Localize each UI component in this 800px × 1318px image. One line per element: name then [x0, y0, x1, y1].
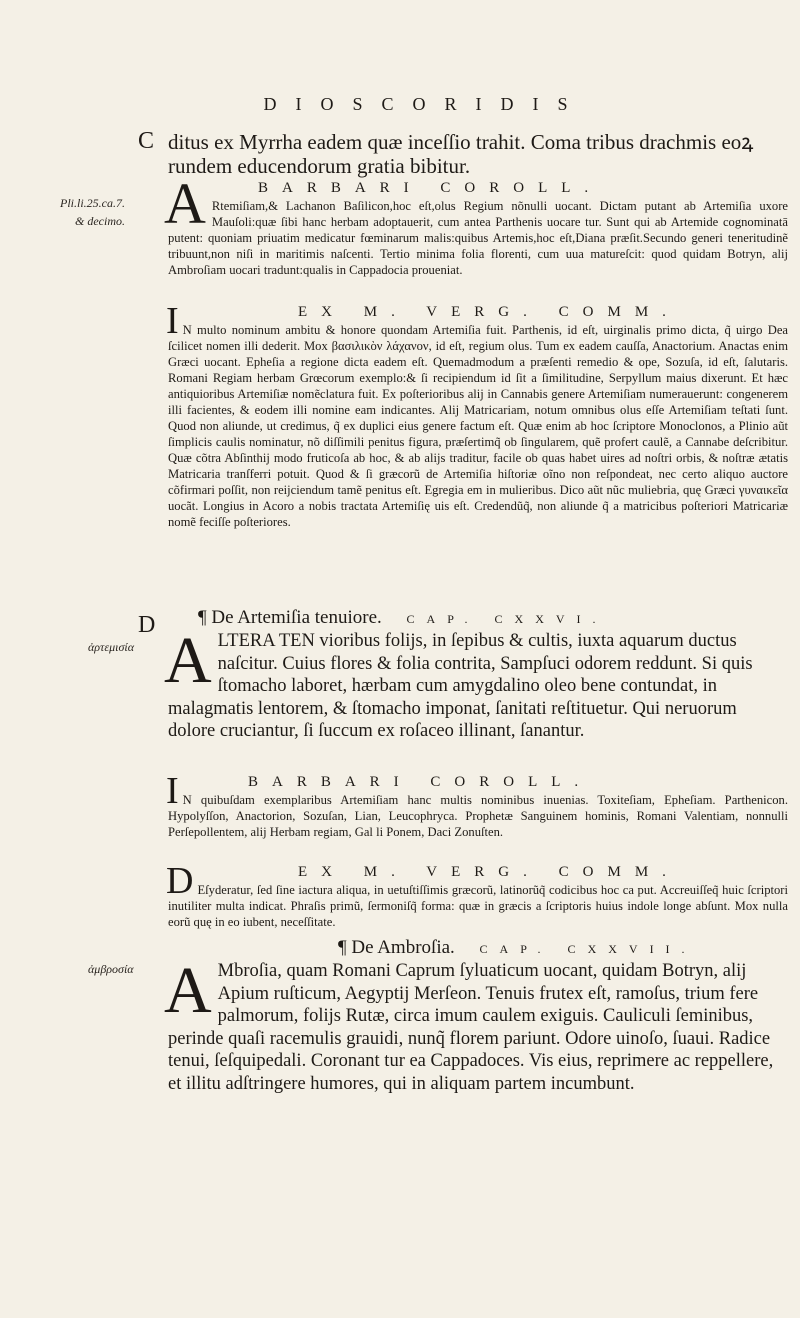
chapter-body [164, 624, 788, 743]
drop-cap-i: I [166, 770, 179, 812]
opening-line-2: rundem educendorum gratia bibitur. [168, 154, 471, 178]
chapter-126 [164, 607, 788, 743]
running-header: DIOSCORIDIS [263, 94, 587, 114]
margin-letter-c: C [138, 128, 155, 154]
drop-cap-a: A [164, 954, 212, 1027]
opening-line-1: ditus ex Myrrha eadem quæ inceſſio trahit. Coma tribus drachmis eoꝝ [168, 130, 754, 154]
margin-ref-decimo: & decimo. [75, 214, 125, 228]
section-heading: BARBARI COROLL. [258, 180, 603, 196]
section-heading: EX M. VERG. COMM. [298, 864, 680, 880]
paragraph-mark-icon: ¶ [198, 607, 207, 628]
drop-cap-a: A [164, 171, 206, 236]
ex-verg-comm-section-2 [168, 862, 788, 930]
chapter-text: Mbroſia, quam Romani Caprum ſyluaticum uocant, quidam Botryn, alij Apium ruſticum, Aegyptij Merſeon. Tenuis frutex eſt, ramoſus, trium fere palmorum, folijs Rutæ, circa imum caulem exiguis. Cauliculi ſeminibus, perinde quaſi racemulis grauidi, nunq̃ florem pariunt. Odore uinoſo, ſuaui. Radice tenui, ſeſquipedali. Coronant tur ea Cappadoces. Vis eius, reprimere ac reppellere, et illitu adſtringere humores, qui in aliquam partem incumbunt. [168, 961, 774, 1094]
chapter-number: CAP. CXXVII. [479, 942, 697, 956]
section-text: N multo nominum ambitu & honore quondam Artemiſia fuit. Parthenis, id eſt, uirginalis primo dicta, q̃ uirgo Dea ſcilicet nomen illi dederit. Mox βασιλικὸν λάχανον, id eſt, regium olus. Tum ex eadem cauſſa, Anactorium. Anactas enim Græci uocant. Epheſia a regione dicta eadem eſt. Quemadmodum a præſenti remedio & ope, Sozuſa, id eſt, ſalutaris. Romani Regiam herbam Grœcorum exemplo:& ſi recipiendum id ſit a ſimilitudine, Serpyllum maius dixerunt. Et hæc antiquioribus Artemiſiæ nomẽclatura fuit. Ex poſterioribus alij in Cannabis genere Artemiſiam numerauerunt: congenerem illi facientes, & eodem illi nomine eam indicantes. Alij Matricariam, notum omnibus olus eſſe Artemiſiam teſtati ſunt. Quod non aliunde, ut credimus, q̃ ex duplici eius genere factum eſt. Quæ enim ab hoc ſcriptore Monoclonos, a Plinio aũt ſimplicis caulis nominatur, nõ diſſimili penitus figura, præſertimq̃ ob ſingularem, quẽ profert caulẽ, a Cannabe deſcribitur. Quæ cõtra Abſinthij modo fruticoſa ab hoc, & ab alijs traditur, facile ob quas habet uires ad noſtri orbis, & noſtræ ætatis Matricaria tranſferri potuit. Quod & ſi græcorũ de Artemiſia hiſtoriæ oĩno non reſpondeat, nec certo aliquo auctore cõfirmari poſſit, non reijciendum tamẽ penitus eſt. Egregia em in mulieribus. Dico aũt nũc muliebria, quę Græci γυναικεῖα uocãt. Longius in Acoro a nobis tractata Artemiſię uis eſt. Credendũq̃, non aliunde q̃ a matricibus poſteriori Matricariæ nomẽ feciſſe poſteriores. [168, 323, 788, 529]
drop-cap-a: A [164, 624, 212, 697]
chapter-body [164, 954, 788, 1095]
chapter-title: De Artemiſia tenuiore. [211, 607, 382, 628]
drop-cap-i: I [166, 300, 179, 342]
paragraph-mark-icon: ¶ [338, 937, 347, 958]
margin-greek-artemisia: ἀρτεμισία [88, 640, 134, 654]
barbari-coroll-section-1 [164, 171, 788, 278]
section-text: Eſyderatur, ſed ſine iactura aliqua, in uetuſtiſſimis græcorũ, latinorũq̃ codicibus hoc ca put. Accreuiſſeq̃ huic ſcriptori inutiliter multa indicat. Phraſis primũ, ſermoniſq̃ forma: quæ in græcis a ſcriptoris huius indole longe abſunt. Mox nulla eorũ quę in eo iubent, neceſſitate. [168, 883, 788, 929]
chapter-title: De Ambroſia. [351, 937, 455, 958]
drop-cap-d: D [166, 860, 194, 902]
chapter-text: LTERA TEN vioribus folijs, in ſepibus & cultis, iuxta aquarum ductus naſcitur. Cuius flores & folia contrita, Sampſuci odorem reddunt. Si quis ſtomacho laboret, hærbam cum amygdalino oleo bene contundat, in malagmatis lentorem, & ſtomacho imponat, ſanitati reſtituetur. Qui neruorum dolore cruciantur, ſi ſuccum ex roſaceo illinant, ſanantur. [168, 631, 753, 741]
section-heading: BARBARI COROLL. [248, 774, 593, 790]
section-heading: EX M. VERG. COMM. [298, 304, 680, 320]
opening-paragraph [168, 130, 788, 178]
margin-ref-pliny: Pli.li.25.ca.7. [60, 196, 125, 210]
chapter-title-line [198, 607, 788, 630]
chapter-title-line [338, 937, 788, 960]
chapter-127 [164, 937, 788, 1095]
chapter-number: CAP. CXXVI. [406, 612, 608, 626]
ex-verg-comm-section-1 [168, 302, 788, 530]
section-text: Rtemiſiam,& Lachanon Baſilicon,hoc eſt,olus Regium nõnulli uocant. Dictam putant ab Artemiſia uxore Mauſoli:quæ ſibi hanc herbam adoptauerit, cum antea Parthenis uocare tur. Sunt qui ab Artemide cognominatā putent: quoniam priuatim medicatur fœminarum malis:quibus Artemis,hoc eſt,Diana præſit.Secundo generi teneritudinẽ tribuunt,non niſi in maritimis naſcenti. Tertio minima folia florenti, cum uua matureſcit: quod quidam Botryn, alij Ambroſiam uocari tradunt:qualis in Cappadocia proueniat. [168, 199, 788, 277]
barbari-coroll-section-2 [168, 772, 788, 840]
margin-greek-ambrosia: ἀμβροσία [88, 962, 134, 976]
margin-letter-d: D [138, 612, 156, 638]
section-text: N quibuſdam exemplaribus Artemiſiam hanc multis nominibus inuenias. Toxiteſiam, Epheſiam. Parthenicon. Hypolyſſon, Anactorion, Sozuſan, Lian, Leucophryca. Prophetæ Sanguinem hominis, Romani Valentiam, nonnulli Perſepollentem, alij Herbam regiam, Gal li Ponem, Daci Zonuſten. [168, 793, 788, 839]
